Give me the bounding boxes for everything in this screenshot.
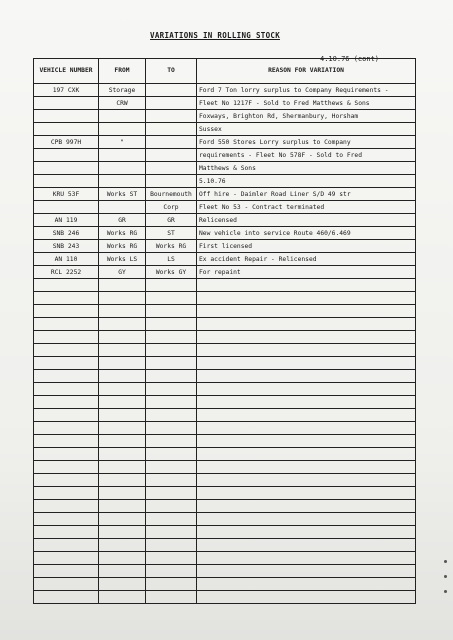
table-row [34, 357, 416, 370]
cell-to [146, 123, 197, 136]
cell-from [99, 565, 146, 578]
cell-from [99, 500, 146, 513]
table-row [34, 240, 416, 253]
cell-reason: Fleet No 1217F - Sold to Fred Matthews & Sons [197, 97, 416, 110]
table-row [34, 188, 416, 201]
cell-to: Works GY [146, 266, 197, 279]
table-row [34, 370, 416, 383]
cell-from [99, 435, 146, 448]
cell-from: Works LS [99, 253, 146, 266]
cell-reason [197, 539, 416, 552]
cell-vehicle: SNB 246 [34, 227, 99, 240]
table-row [34, 305, 416, 318]
cell-vehicle [34, 149, 99, 162]
cell-from [99, 474, 146, 487]
cell-vehicle [34, 565, 99, 578]
cell-reason: Relicensed [197, 214, 416, 227]
document-title: VARIATIONS IN ROLLING STOCK [150, 31, 281, 40]
cell-reason [197, 513, 416, 526]
cell-from: Works RG [99, 227, 146, 240]
table-row [34, 500, 416, 513]
table-row [34, 344, 416, 357]
cell-vehicle: AN 110 [34, 253, 99, 266]
margin-mark [444, 560, 447, 563]
cell-to [146, 396, 197, 409]
cell-from: GR [99, 214, 146, 227]
cell-vehicle [34, 123, 99, 136]
cell-vehicle: AN 119 [34, 214, 99, 227]
cell-vehicle [34, 201, 99, 214]
cell-to [146, 422, 197, 435]
cell-from [99, 487, 146, 500]
cell-vehicle: CPB 997H [34, 136, 99, 149]
cell-vehicle [34, 279, 99, 292]
cell-to [146, 97, 197, 110]
cell-from [99, 110, 146, 123]
margin-mark [444, 590, 447, 593]
cell-to [146, 370, 197, 383]
cell-reason [197, 305, 416, 318]
document-date: 4.10.76 (cont) [320, 55, 380, 63]
cell-to: GR [146, 214, 197, 227]
cell-vehicle [34, 500, 99, 513]
cell-reason: New vehicle into service Route 460/6.469 [197, 227, 416, 240]
cell-reason [197, 370, 416, 383]
cell-from [99, 305, 146, 318]
cell-reason [197, 448, 416, 461]
cell-to [146, 513, 197, 526]
cell-vehicle [34, 162, 99, 175]
cell-to [146, 500, 197, 513]
table-row [34, 201, 416, 214]
cell-from [99, 422, 146, 435]
cell-reason: 5.10.76 [197, 175, 416, 188]
cell-from: Works RG [99, 240, 146, 253]
rolling-stock-table [33, 58, 416, 604]
table-row [34, 84, 416, 97]
table-row [34, 175, 416, 188]
cell-from [99, 448, 146, 461]
table-row [34, 292, 416, 305]
cell-vehicle [34, 474, 99, 487]
cell-reason [197, 591, 416, 604]
table-row [34, 279, 416, 292]
cell-reason [197, 357, 416, 370]
cell-from [99, 383, 146, 396]
cell-to [146, 539, 197, 552]
cell-to: Bournemouth [146, 188, 197, 201]
cell-vehicle [34, 409, 99, 422]
cell-from [99, 175, 146, 188]
cell-from: Works ST [99, 188, 146, 201]
cell-vehicle [34, 539, 99, 552]
table-row [34, 331, 416, 344]
cell-vehicle [34, 97, 99, 110]
cell-vehicle [34, 175, 99, 188]
cell-from [99, 513, 146, 526]
cell-to: Works RG [146, 240, 197, 253]
cell-reason [197, 526, 416, 539]
table-row [34, 123, 416, 136]
cell-vehicle [34, 448, 99, 461]
cell-to [146, 136, 197, 149]
cell-reason [197, 331, 416, 344]
cell-to [146, 409, 197, 422]
cell-to [146, 526, 197, 539]
cell-from: GY [99, 266, 146, 279]
cell-to [146, 448, 197, 461]
cell-from [99, 461, 146, 474]
cell-to [146, 175, 197, 188]
cell-from: CRW [99, 97, 146, 110]
margin-mark [444, 575, 447, 578]
table-body [34, 84, 416, 604]
cell-reason: Fleet No 53 - Contract terminated [197, 201, 416, 214]
cell-from [99, 344, 146, 357]
cell-vehicle: KRU 53F [34, 188, 99, 201]
cell-vehicle [34, 292, 99, 305]
cell-reason: Ford 550 Stores Lorry surplus to Company [197, 136, 416, 149]
cell-vehicle [34, 487, 99, 500]
table-row [34, 539, 416, 552]
cell-from [99, 526, 146, 539]
cell-vehicle: SNB 243 [34, 240, 99, 253]
cell-from [99, 578, 146, 591]
cell-to [146, 552, 197, 565]
cell-vehicle [34, 370, 99, 383]
table-row [34, 136, 416, 149]
cell-from [99, 149, 146, 162]
cell-from: Storage [99, 84, 146, 97]
table-row [34, 435, 416, 448]
cell-to [146, 84, 197, 97]
header-vehicle: VEHICLE NUMBER [34, 59, 99, 84]
cell-reason [197, 500, 416, 513]
table-row [34, 578, 416, 591]
cell-reason [197, 487, 416, 500]
table-row [34, 513, 416, 526]
cell-reason: Ford 7 Ton lorry surplus to Company Requirements - [197, 84, 416, 97]
cell-vehicle: RCL 2252 [34, 266, 99, 279]
cell-to [146, 474, 197, 487]
cell-to [146, 279, 197, 292]
cell-to: LS [146, 253, 197, 266]
cell-from [99, 123, 146, 136]
cell-from [99, 318, 146, 331]
cell-vehicle: 197 CXK [34, 84, 99, 97]
cell-from [99, 552, 146, 565]
cell-reason: For repaint [197, 266, 416, 279]
cell-from [99, 331, 146, 344]
cell-vehicle [34, 422, 99, 435]
cell-from [99, 539, 146, 552]
cell-from [99, 162, 146, 175]
cell-vehicle [34, 552, 99, 565]
cell-vehicle [34, 305, 99, 318]
cell-from [99, 357, 146, 370]
cell-reason [197, 318, 416, 331]
cell-reason: Sussex [197, 123, 416, 136]
cell-from [99, 370, 146, 383]
cell-reason: Foxways, Brighton Rd, Shermanbury, Horsham [197, 110, 416, 123]
table-row [34, 526, 416, 539]
cell-vehicle [34, 396, 99, 409]
cell-vehicle [34, 318, 99, 331]
cell-reason: Off hire - Daimler Road Liner S/D 49 str [197, 188, 416, 201]
cell-from [99, 409, 146, 422]
cell-from [99, 292, 146, 305]
cell-to [146, 578, 197, 591]
cell-to: ST [146, 227, 197, 240]
cell-vehicle [34, 461, 99, 474]
table-row [34, 162, 416, 175]
table-row [34, 422, 416, 435]
table-row [34, 552, 416, 565]
cell-to [146, 565, 197, 578]
cell-to [146, 344, 197, 357]
cell-reason [197, 474, 416, 487]
cell-from [99, 201, 146, 214]
cell-to: Corp [146, 201, 197, 214]
cell-to [146, 591, 197, 604]
cell-to [146, 305, 197, 318]
table-row [34, 565, 416, 578]
cell-reason [197, 552, 416, 565]
table-row [34, 409, 416, 422]
cell-to [146, 162, 197, 175]
header-reason: REASON FOR VARIATION [197, 59, 416, 84]
cell-to [146, 318, 197, 331]
cell-vehicle [34, 578, 99, 591]
table-row [34, 214, 416, 227]
cell-vehicle [34, 591, 99, 604]
table-row [34, 253, 416, 266]
table-row [34, 97, 416, 110]
cell-to [146, 383, 197, 396]
cell-from: " [99, 136, 146, 149]
table-row [34, 487, 416, 500]
cell-reason [197, 409, 416, 422]
cell-reason [197, 578, 416, 591]
table-row [34, 396, 416, 409]
cell-to [146, 110, 197, 123]
cell-vehicle [34, 344, 99, 357]
table-row [34, 110, 416, 123]
cell-vehicle [34, 383, 99, 396]
cell-reason [197, 383, 416, 396]
table-row [34, 227, 416, 240]
cell-from [99, 591, 146, 604]
cell-to [146, 461, 197, 474]
table-header-row [34, 59, 416, 84]
header-to: TO [146, 59, 197, 84]
table-row [34, 448, 416, 461]
cell-reason [197, 435, 416, 448]
cell-to [146, 435, 197, 448]
table-row [34, 266, 416, 279]
cell-reason: First licensed [197, 240, 416, 253]
cell-vehicle [34, 331, 99, 344]
cell-reason [197, 344, 416, 357]
table-row [34, 474, 416, 487]
cell-vehicle [34, 513, 99, 526]
cell-from [99, 279, 146, 292]
table-row [34, 461, 416, 474]
cell-reason [197, 565, 416, 578]
header-from: FROM [99, 59, 146, 84]
table-row [34, 383, 416, 396]
table-row [34, 591, 416, 604]
table-row [34, 318, 416, 331]
cell-to [146, 331, 197, 344]
cell-reason: requirements - Fleet No 578F - Sold to Fred [197, 149, 416, 162]
cell-to [146, 357, 197, 370]
cell-reason: Ex accident Repair - Relicensed [197, 253, 416, 266]
cell-reason [197, 422, 416, 435]
cell-reason [197, 461, 416, 474]
cell-reason [197, 292, 416, 305]
cell-reason [197, 396, 416, 409]
cell-vehicle [34, 357, 99, 370]
table-row [34, 149, 416, 162]
cell-vehicle [34, 110, 99, 123]
cell-reason [197, 279, 416, 292]
cell-from [99, 396, 146, 409]
cell-to [146, 292, 197, 305]
cell-vehicle [34, 526, 99, 539]
cell-to [146, 487, 197, 500]
cell-to [146, 149, 197, 162]
cell-vehicle [34, 435, 99, 448]
cell-reason: Matthews & Sons [197, 162, 416, 175]
